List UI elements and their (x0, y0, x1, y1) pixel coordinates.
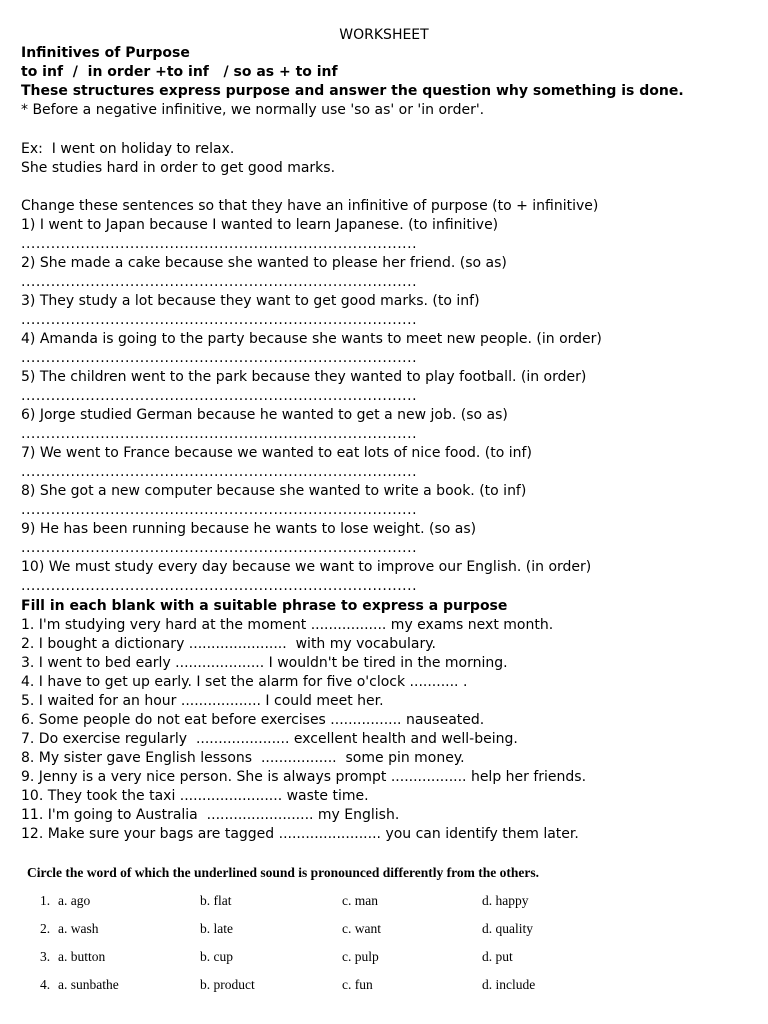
fill-item: 5. I waited for an hour .................. I could meet her. (21, 693, 384, 709)
exercise-item: 4) Amanda is going to the party because she wants to meet new people. (in order) (21, 331, 602, 347)
instruction-line: Change these sentences so that they have an infinitive of purpose (to + infinitive) (21, 198, 599, 214)
answer-line: ................................................................................ (21, 236, 418, 252)
answer-line: ................................................................................ (21, 540, 418, 556)
section2-heading: Fill in each blank with a suitable phrase to express a purpose (21, 598, 508, 614)
exercise-item: 2) She made a cake because she wanted to please her friend. (so as) (21, 255, 507, 271)
exercise-item: 7) We went to France because we wanted to eat lots of nice food. (to inf) (21, 445, 532, 461)
option-b: b. late (200, 921, 233, 936)
pronunciation-row (40, 892, 760, 910)
section3-heading: Circle the word of which the underlined sound is pronounced differently from the others. (27, 865, 540, 880)
example-2: She studies hard in order to get good marks. (21, 160, 336, 176)
exercise-item: 10) We must study every day because we want to improve our English. (in order) (21, 559, 592, 575)
fill-item: 4. I have to get up early. I set the alarm for five o'clock ........... . (21, 674, 468, 690)
exercise-item: 6) Jorge studied German because he wanted to get a new job. (so as) (21, 407, 508, 423)
option-c: c. fun (342, 977, 373, 992)
option-b: b. product (200, 977, 255, 992)
pronunciation-row (40, 920, 760, 938)
answer-line: ................................................................................ (21, 312, 418, 328)
fill-item: 7. Do exercise regularly ..................... excellent health and well-being. (21, 731, 518, 747)
option-c: c. pulp (342, 949, 379, 964)
option-c: c. want (342, 921, 381, 936)
row-number: 1. (40, 893, 51, 908)
exercise-item: 8) She got a new computer because she wanted to write a book. (to inf) (21, 483, 527, 499)
exercise-item: 3) They study a lot because they want to get good marks. (to inf) (21, 293, 480, 309)
row-number: 3. (40, 949, 51, 964)
fill-item: 11. I'm going to Australia ........................ my English. (21, 807, 400, 823)
option-a: a. button (58, 949, 106, 964)
option-d: d. include (482, 977, 536, 992)
exercise-item: 1) I went to Japan because I wanted to learn Japanese. (to infinitive) (21, 217, 499, 233)
answer-line: ................................................................................ (21, 502, 418, 518)
option-c: c. man (342, 893, 378, 908)
option-d: d. put (482, 949, 513, 964)
exercise-item: 5) The children went to the park because they wanted to play football. (in order) (21, 369, 587, 385)
row-number: 4. (40, 977, 51, 992)
fill-item: 12. Make sure your bags are tagged ....................... you can identify them later. (21, 826, 579, 842)
fill-item: 3. I went to bed early .................... I wouldn't be tired in the morning. (21, 655, 508, 671)
answer-line: ................................................................................ (21, 578, 418, 594)
fill-item: 6. Some people do not eat before exercises ................ nauseated. (21, 712, 485, 728)
fill-item: 10. They took the taxi ....................... waste time. (21, 788, 369, 804)
option-d: d. quality (482, 921, 533, 936)
option-d: d. happy (482, 893, 529, 908)
page-title: WORKSHEET (339, 27, 429, 43)
structures-line: to inf / in order +to inf / so as + to inf (21, 64, 338, 80)
answer-line: ................................................................................ (21, 464, 418, 480)
pronunciation-row (40, 948, 760, 966)
option-b: b. cup (200, 949, 233, 964)
answer-line: ................................................................................ (21, 426, 418, 442)
answer-line: ................................................................................ (21, 350, 418, 366)
fill-item: 8. My sister gave English lessons ................. some pin money. (21, 750, 465, 766)
note-line: * Before a negative infinitive, we normally use 'so as' or 'in order'. (21, 102, 485, 118)
answer-line: ................................................................................ (21, 388, 418, 404)
example-1: Ex: I went on holiday to relax. (21, 141, 235, 157)
description-line: These structures express purpose and answer the question why something is done. (21, 83, 684, 99)
fill-item: 1. I'm studying very hard at the moment ................. my exams next month. (21, 617, 554, 633)
option-a: a. ago (58, 893, 91, 908)
answer-line: ................................................................................ (21, 274, 418, 290)
exercise-item: 9) He has been running because he wants to lose weight. (so as) (21, 521, 477, 537)
row-number: 2. (40, 921, 51, 936)
fill-item: 9. Jenny is a very nice person. She is always prompt ................. help her friends. (21, 769, 587, 785)
option-b: b. flat (200, 893, 232, 908)
section1-heading: Infinitives of Purpose (21, 45, 190, 61)
pronunciation-row (40, 976, 760, 994)
option-a: a. sunbathe (58, 977, 119, 992)
option-a: a. wash (58, 921, 99, 936)
fill-item: 2. I bought a dictionary ...................... with my vocabulary. (21, 636, 436, 652)
